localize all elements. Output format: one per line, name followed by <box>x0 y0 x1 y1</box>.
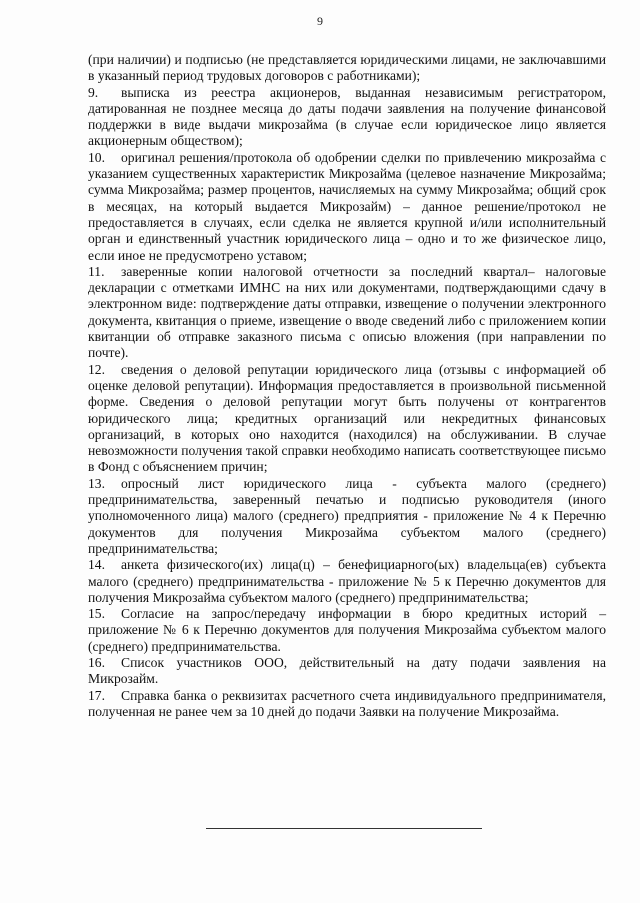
list-item-number: 16. <box>88 654 105 670</box>
list-item-text: выписка из реестра акционеров, выданная независимым регистратором, датированная не позднее месяца до даты подачи заявления на получение финансовой поддержки в виде выдачи микрозайма (в случае если юридическое лицо является акционерным обществом); <box>88 84 606 149</box>
list-item-12 <box>88 362 606 476</box>
list-item-10 <box>88 150 606 264</box>
document-body <box>88 52 606 720</box>
list-item-text: Список участников ООО, действительный на дату подачи заявления на Микрозайм. <box>88 654 606 687</box>
list-item-number: 12. <box>88 361 105 377</box>
list-item-text: Согласие на запрос/передачу информации в бюро кредитных историй – приложение № 6 к Перечню документов для получения Микрозайма субъектом малого (среднего) предпринимательства. <box>88 606 606 654</box>
list-item-text: опросный лист юридического лица - субъекта малого (среднего) предпринимательства, заверенный печатью и подписью руководителя (иного уполномоченного лица) малого (среднего) предприятия - приложение № 4 к Перечню документов для получения Микрозайма субъектом малого (среднего) предпринимательства; <box>88 475 606 556</box>
list-item-number: 14. <box>88 557 105 573</box>
list-item-number: 15. <box>88 606 105 622</box>
list-item-text: оригинал решения/протокола об одобрении сделки по привлечению микрозайма с указанием существенных характеристик Микрозайма (целевое назначение Микрозайма; сумма Микрозайма; размер процентов, начисляемых на сумму Микрозайма; общий срок в месяцах, на который выдается Микрозайм) – данное решение/протокол не предоставляется в случаях, если сделка не является крупной и/или исполнительный орган и единственный участник юридического лица – одно и то же физическое лицо, если иное не предусмотрено уставом; <box>88 149 606 263</box>
list-item-16 <box>88 655 606 688</box>
list-item-11 <box>88 264 606 362</box>
list-item-number: 11. <box>88 263 105 279</box>
list-item-number: 9. <box>88 84 99 100</box>
list-item-text: анкета физического(их) лица(ц) – бенефициарного(ых) владельца(ев) субъекта малого (среднего) предпринимательства - приложение № 5 к Перечню документов для получения Микрозайма субъектом малого (среднего) предпринимательства; <box>88 557 606 605</box>
list-item-number: 10. <box>88 149 105 165</box>
list-item-14 <box>88 557 606 606</box>
list-item-text: заверенные копии налоговой отчетности за последний квартал– налоговые декларации с отметками ИМНС на них или документами, подтверждающими сдачу в электронном виде: подтверждение даты отправки, извещение о получении электронного документа, квитанция о приеме, извещение о вводе сведений либо с приложением копии квитанции об отправке заказного письма с описью вложения (при направлении по почте). <box>88 263 606 361</box>
list-item-13 <box>88 476 606 557</box>
list-item-text: (при наличии) и подписью (не представляется юридическими лицами, не заключавшими в указанный период трудовых договоров с работниками); <box>88 52 606 84</box>
list-item-9 <box>88 85 606 150</box>
closing-divider <box>206 828 482 829</box>
list-item-number: 17. <box>88 687 105 703</box>
list-item-continuation <box>88 52 606 85</box>
list-item-text: сведения о деловой репутации юридического лица (отзывы с информацией об оценке деловой репутации). Информация предоставляется в произвольной письменной форме. Сведения о деловой репутации могут быть получены от контрагентов юридического лица; кредитных организаций или некредитных финансовых организаций, в которых оно находится (находился) на обслуживании. В случае невозможности получения такой справки необходимо написать соответствующее письмо в Фонд с объяснением причин; <box>88 361 606 475</box>
list-item-number: 13. <box>88 475 105 491</box>
list-item-17 <box>88 688 606 721</box>
list-item-text: Справка банка о реквизитах расчетного счета индивидуального предпринимателя, полученная не ранее чем за 10 дней до подачи Заявки на получение Микрозайма. <box>88 687 606 719</box>
list-item-15 <box>88 606 606 655</box>
page-number: 9 <box>317 14 323 28</box>
